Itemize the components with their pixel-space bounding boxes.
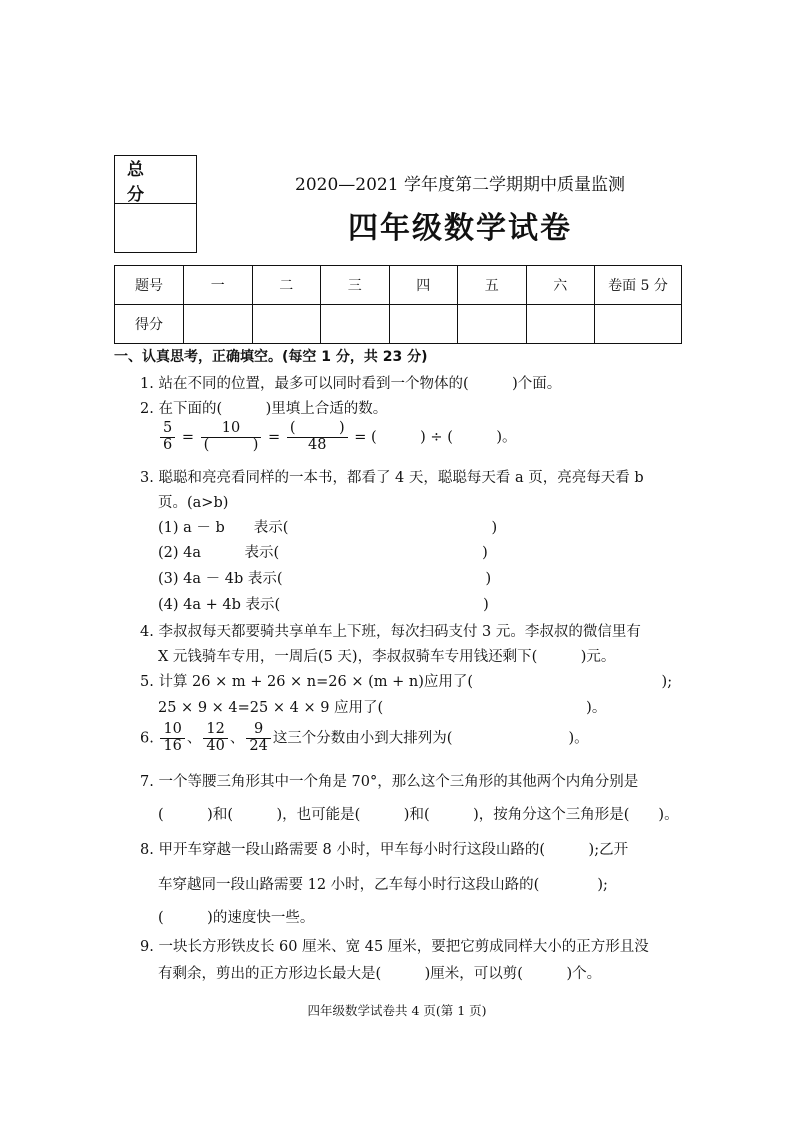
fraction-denominator: 48 xyxy=(308,436,327,453)
score-input-cell[interactable] xyxy=(252,305,321,344)
total-score-label: 总 分 xyxy=(115,156,196,204)
score-table xyxy=(114,265,682,344)
question-9-line2: 有剩余，剪出的正方形边长最大是( )厘米，可以剪( )个。 xyxy=(158,966,602,982)
score-input-cell[interactable] xyxy=(321,305,390,344)
question-3-sub2: (2) 4a 表示( ) xyxy=(158,545,488,561)
score-table-cell: 四 xyxy=(389,266,458,305)
fraction-numerator: 5 xyxy=(160,421,175,438)
separator: 、 xyxy=(186,730,202,747)
question-3-line1: 3. 聪聪和亮亮看同样的一本书，都看了 4 天，聪聪每天看 a 页，亮亮每天看 b xyxy=(140,470,644,486)
question-3-sub4: (4) 4a + 4b 表示( ) xyxy=(158,597,489,613)
question-7-line1: 7. 一个等腰三角形其中一个角是 70°，那么这个三角形的其他两个内角分别是 xyxy=(140,774,639,790)
exam-title: 四年级数学试卷 xyxy=(348,211,572,246)
question-6 xyxy=(140,722,589,755)
score-table-cell: 五 xyxy=(458,266,527,305)
question-4-line1: 4. 李叔叔每天都要骑共享单车上下班，每次扫码支付 3 元。李叔叔的微信里有 xyxy=(140,624,641,640)
score-input-cell[interactable] xyxy=(389,305,458,344)
question-1: 1. 站在不同的位置，最多可以同时看到一个物体的( )个面。 xyxy=(140,376,562,392)
fraction-numerator: 10 xyxy=(201,421,262,438)
question-7-line2: ( )和( )，也可能是( )和( )，按角分这个三角形是( )。 xyxy=(158,807,679,823)
question-8-line3: ( )的速度快一些。 xyxy=(158,910,315,926)
question-6-tail: 这三个分数由小到大排列为( )。 xyxy=(272,730,589,747)
score-table-score-row xyxy=(115,305,682,344)
fraction-denominator: 6 xyxy=(163,436,173,453)
question-3-sub1: (1) a － b 表示( ) xyxy=(158,520,498,536)
fraction-numerator: 10 xyxy=(160,722,184,739)
question-8-line1: 8. 甲开车穿越一段山路需要 8 小时，甲车每小时行这段山路的( );乙开 xyxy=(140,842,629,858)
question-2: 2. 在下面的( )里填上合适的数。 xyxy=(140,401,388,417)
question-3-line2: 页。(a>b) xyxy=(158,495,229,511)
question-2-equation xyxy=(158,421,517,454)
score-table-cell: 三 xyxy=(321,266,390,305)
score-table-header-row xyxy=(115,266,682,305)
score-table-cell: 一 xyxy=(184,266,253,305)
fraction-numerator: 12 xyxy=(203,722,227,739)
fraction xyxy=(287,421,348,454)
question-6-number: 6. xyxy=(140,730,154,747)
question-5-line1: 5. 计算 26 × m + 26 × n=26 × (m + n)应用了( ); xyxy=(140,674,673,690)
score-table-cell: 卷面 5 分 xyxy=(595,266,682,305)
question-2-tail: = ( ) ÷ ( )。 xyxy=(354,429,517,446)
score-input-cell[interactable] xyxy=(526,305,595,344)
score-table-cell: 六 xyxy=(526,266,595,305)
fraction-denominator: 40 xyxy=(206,737,225,754)
fraction-denominator: 16 xyxy=(163,737,182,754)
score-input-cell[interactable] xyxy=(595,305,682,344)
fraction xyxy=(201,421,262,454)
exam-subtitle: 2020—2021 学年度第二学期期中质量监测 xyxy=(295,175,625,195)
fraction xyxy=(246,722,270,755)
fraction xyxy=(160,722,184,755)
equals-sign: = xyxy=(181,429,194,446)
fraction xyxy=(203,722,227,755)
score-input-cell[interactable] xyxy=(458,305,527,344)
score-table-cell: 题号 xyxy=(115,266,184,305)
page-footer: 四年级数学试卷共 4 页(第 1 页) xyxy=(307,1003,487,1018)
section-heading: 一、认真思考，正确填空。(每空 1 分，共 23 分) xyxy=(114,349,428,365)
total-score-box xyxy=(114,155,197,253)
separator: 、 xyxy=(229,730,245,747)
score-table-cell: 得分 xyxy=(115,305,184,344)
fraction-numerator-blank[interactable]: ( ) xyxy=(287,421,348,438)
score-input-cell[interactable] xyxy=(184,305,253,344)
fraction-denominator: 24 xyxy=(249,737,268,754)
fraction-numerator: 9 xyxy=(246,722,270,739)
fraction-denominator-blank[interactable]: ( ) xyxy=(203,436,259,453)
fraction xyxy=(160,421,175,454)
score-table-cell: 二 xyxy=(252,266,321,305)
question-5-line2: 25 × 9 × 4=25 × 4 × 9 应用了( )。 xyxy=(158,700,607,716)
question-4-line2: X 元钱骑车专用，一周后(5 天)，李叔叔骑车专用钱还剩下( )元。 xyxy=(158,649,616,665)
question-3-sub3: (3) 4a － 4b 表示( ) xyxy=(158,571,492,587)
equals-sign: = xyxy=(268,429,281,446)
question-8-line2: 车穿越同一段山路需要 12 小时，乙车每小时行这段山路的( ); xyxy=(158,877,608,893)
question-9-line1: 9. 一块长方形铁皮长 60 厘米、宽 45 厘米，要把它剪成同样大小的正方形且没 xyxy=(140,939,649,955)
